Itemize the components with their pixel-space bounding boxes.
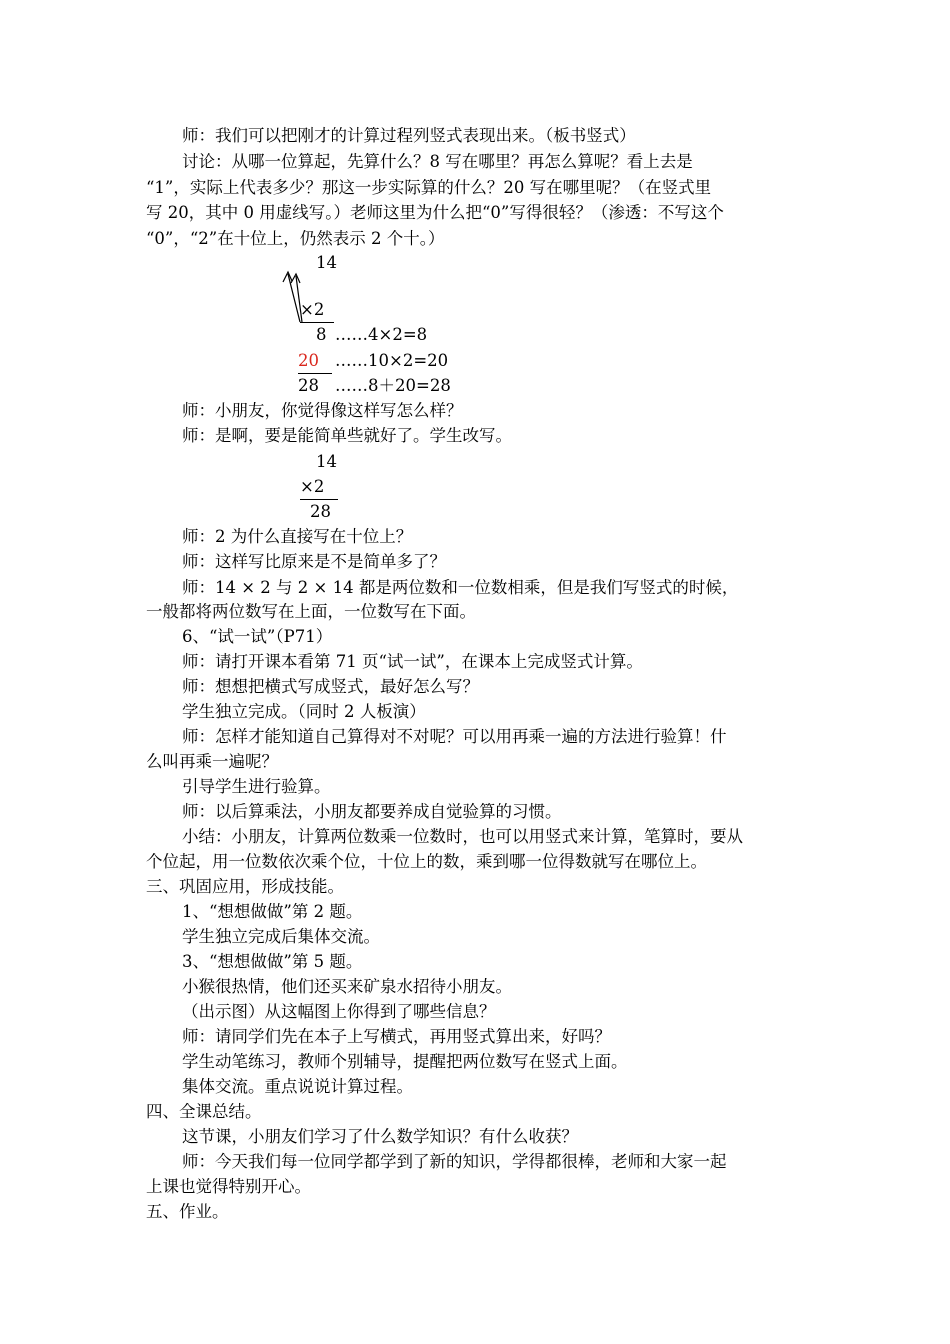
paragraph-line: 引导学生进行验算。 xyxy=(182,777,331,796)
paragraph-line: 6、“试一试”（P71） xyxy=(182,627,333,646)
paragraph-line: 师：是啊，要是能简单些就好了。学生改写。 xyxy=(182,426,512,445)
paragraph-line: 师：请打开课本看第 71 页“试一试”，在课本上完成竖式计算。 xyxy=(182,652,643,671)
calc-result: 28 xyxy=(298,376,319,395)
paragraph-line: 学生动笔练习，教师个别辅导，提醒把两位数写在竖式上面。 xyxy=(182,1052,628,1071)
paragraph-line: 师：小朋友，你觉得像这样写怎么样？ xyxy=(182,401,463,420)
calc-result: 28 xyxy=(310,502,331,521)
paragraph-line: 师：请同学们先在本子上写横式，再用竖式算出来，好吗？ xyxy=(182,1027,611,1046)
calc-top-number: 14 xyxy=(316,253,337,272)
paragraph-line: “0”，“2”在十位上，仍然表示 2 个十。） xyxy=(146,229,445,248)
paragraph-line: （出示图）从这幅图上你得到了哪些信息？ xyxy=(182,1002,496,1021)
paragraph-line: 师：14 × 2 与 2 × 14 都是两位数和一位数相乘，但是我们写竖式的时候， xyxy=(182,578,739,597)
section-heading: 三、巩固应用，形成技能。 xyxy=(146,877,344,896)
calc-top-number: 14 xyxy=(316,452,337,471)
calc-note-1: ……4×2=8 xyxy=(335,325,428,344)
paragraph-line: 写 20，其中 0 用虚线写。）老师这里为什么把“0”写得很轻？（渗透：不写这个 xyxy=(146,203,724,222)
calc-partial-2: 20 xyxy=(298,349,332,374)
paragraph-line: 学生独立完成后集体交流。 xyxy=(182,927,380,946)
paragraph-line: 个位起，用一位数依次乘个位，十位上的数，乘到哪一位得数就写在哪位上。 xyxy=(146,852,707,871)
paragraph-line: 小结：小朋友，计算两位数乘一位数时，也可以用竖式来计算，笔算时，要从 xyxy=(182,827,743,846)
paragraph-line: 1、“想想做做”第 2 题。 xyxy=(182,902,363,921)
paragraph-line: 师：想想把横式写成竖式，最好怎么写？ xyxy=(182,677,479,696)
paragraph-line: 么叫再乘一遍呢？ xyxy=(146,752,278,771)
paragraph-line: “1”，实际上代表多少？那这一步实际算的什么？20 写在哪里呢？（在竖式里 xyxy=(146,178,712,197)
calc-partial-1: 8 xyxy=(316,325,327,344)
calc-note-2: ……10×2=20 xyxy=(335,351,449,370)
paragraph-line: 师：我们可以把刚才的计算过程列竖式表现出来。（板书竖式） xyxy=(182,126,636,145)
section-heading: 四、全课总结。 xyxy=(146,1102,262,1121)
paragraph-line: 师：以后算乘法，小朋友都要养成自觉验算的习惯。 xyxy=(182,802,562,821)
paragraph-line: 这节课，小朋友们学习了什么数学知识？有什么收获？ xyxy=(182,1127,578,1146)
paragraph-line: 师：今天我们每一位同学都学到了新的知识，学得都很棒，老师和大家一起 xyxy=(182,1152,727,1171)
calc-multiplier: ×2 xyxy=(300,475,338,500)
paragraph-line: 上课也觉得特别开心。 xyxy=(146,1177,311,1196)
calc-note-3: ……8＋20=28 xyxy=(335,376,451,395)
paragraph-line: 学生独立完成。（同时 2 人板演） xyxy=(182,702,426,721)
paragraph-line: 师：怎样才能知道自己算得对不对呢？可以用再乘一遍的方法进行验算！什 xyxy=(182,727,727,746)
calc-multiplier: ×2 xyxy=(300,298,334,323)
paragraph-line: 小猴很热情，他们还买来矿泉水招待小朋友。 xyxy=(182,977,512,996)
paragraph-line: 讨论：从哪一位算起，先算什么？8 写在哪里？再怎么算呢？看上去是 xyxy=(182,152,693,171)
paragraph-line: 集体交流。重点说说计算过程。 xyxy=(182,1077,413,1096)
paragraph-line: 师：2 为什么直接写在十位上？ xyxy=(182,527,413,546)
paragraph-line: 师：这样写比原来是不是简单多了？ xyxy=(182,552,446,571)
section-heading: 五、作业。 xyxy=(146,1202,229,1221)
paragraph-line: 一般都将两位数写在上面，一位数写在下面。 xyxy=(146,602,476,621)
paragraph-line: 3、“想想做做”第 5 题。 xyxy=(182,952,363,971)
